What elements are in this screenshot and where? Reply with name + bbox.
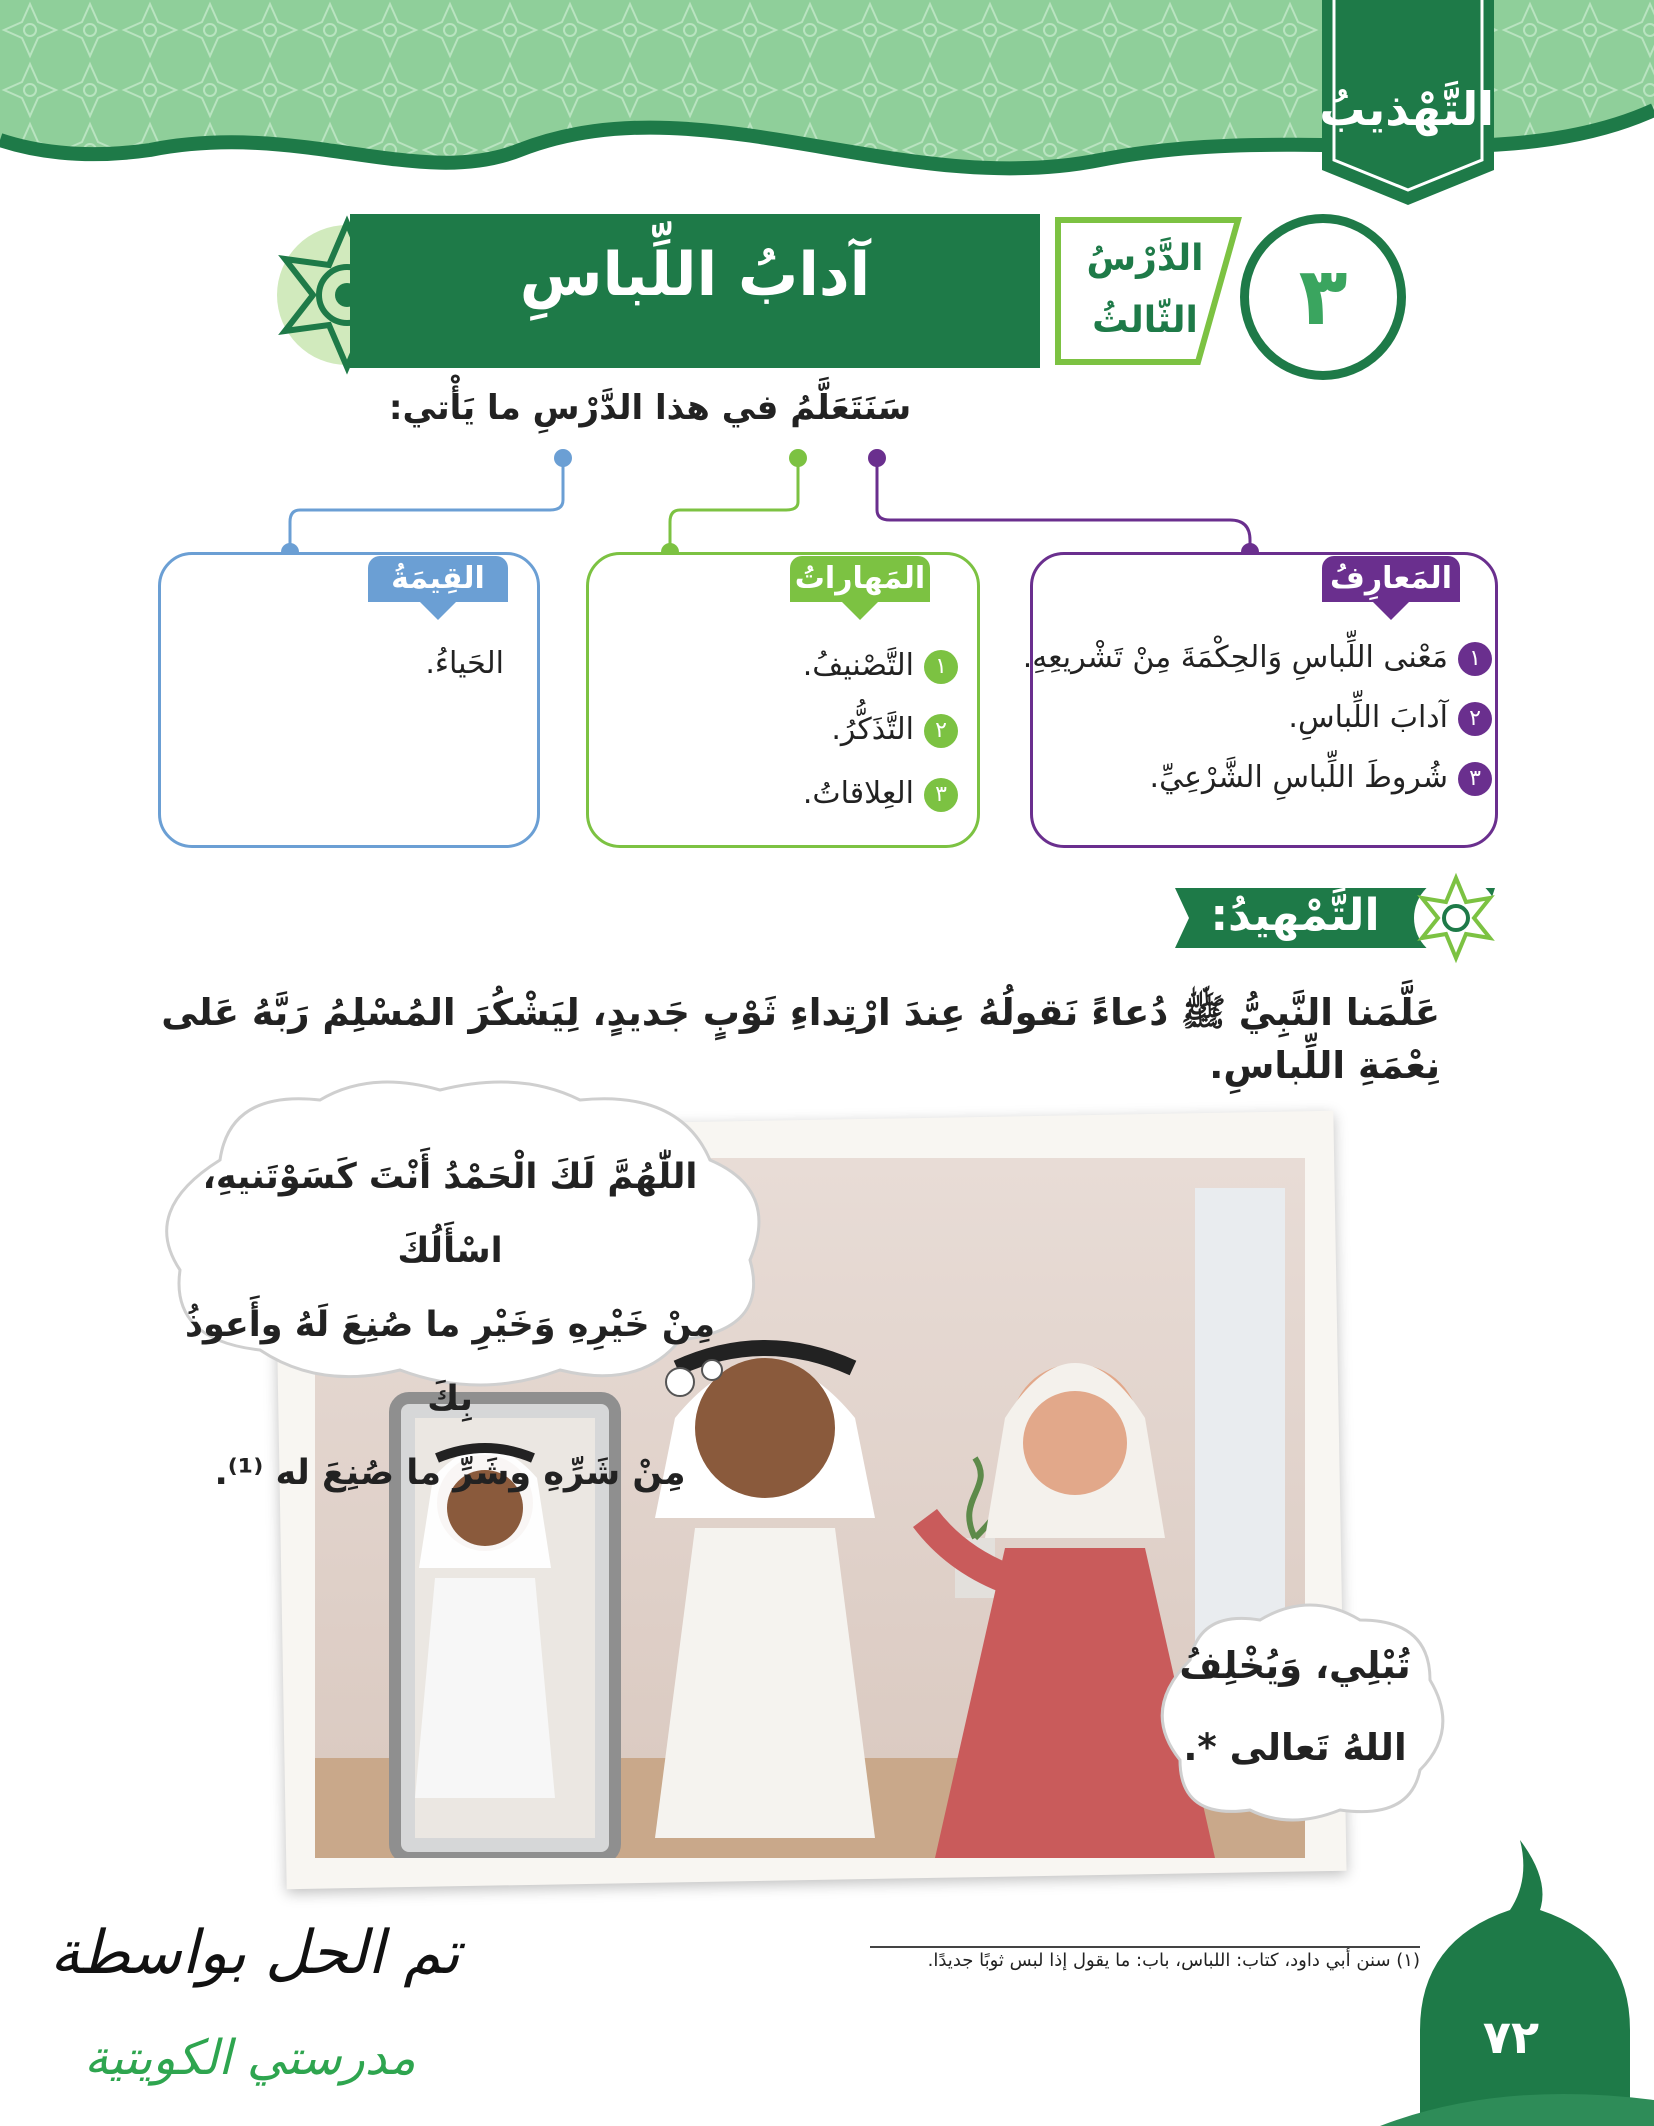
solution-stamp-line-2: مدرستي الكويتية [84,2030,416,2086]
lesson-title: آدابُ اللِّباسِ [519,240,871,310]
cloud-line: تُبْلِي، وَيُخْلِفُ [1179,1644,1411,1687]
cloud-line: اللهُ تَعالى *. [1183,1726,1407,1769]
item-number: ٣ [924,778,958,812]
tamheed-text: عَلَّمَنا النَّبِيُّ ﷺ دُعاءً نَقولُهُ عِندَ ارْتِداءِ ثَوْبٍ جَديدٍ، لِيَشْكُرَ المُسْلِمُ رَبَّهُ عَلى نِعْمَةِ اللِّباسِ. [161,991,1440,1087]
lesson-word-second: الثّالثُ [1092,300,1198,341]
item-text: التَّصْنيفُ. [802,648,914,683]
intro-heading: سَنَتَعَلَّمُ في هذا الدَّرْسِ ما يَأْتي: [388,388,912,428]
lesson-number: ٣ [1298,250,1348,343]
knowledge-item [1150,760,1492,796]
cloud-line: مِنْ خَيْرِهِ وَخَيْرِ ما صُنِعَ لَهُ وأَعوذُ بِكَ [184,1305,716,1419]
dome-corner-ornament [1380,1820,1654,2126]
connector-lines [250,440,1290,570]
skills-tab: المَهاراتُ [790,556,930,602]
knowledge-item [1023,640,1492,676]
skills-item [803,648,958,684]
item-number: ٢ [924,714,958,748]
lesson-number-badge [1240,214,1406,380]
tamheed-rosette-icon [1406,868,1506,968]
item-number: ١ [924,650,958,684]
item-number: ٣ [1458,762,1492,796]
item-text: التَّذَكُّرُ. [831,712,914,747]
footnote-divider [870,1946,1420,1948]
cloud-line: اللّٰهُمَّ لَكَ الْحَمْدُ أَنْتَ كَسَوْتَنيهِ، اسْأَلُكَ [202,1157,698,1271]
knowledge-tab: المَعارِفُ [1322,556,1460,602]
value-item: الحَياءُ. [425,646,504,681]
cloud-line: مِنْ شَرِّهِ وشَرِّ ما صُنِعَ له ⁽¹⁾. [214,1453,686,1493]
skills-item [831,712,958,748]
cloud-text-boy [170,1140,730,1510]
tamheed-label: التَّمْهيدُ: [1210,890,1380,941]
item-text: العِلاقاتُ. [802,776,914,811]
footnote: (١) سنن أبي داود، كتاب: اللباس، باب: ما يقول إذا لبس ثوبًا جديدًا. [927,1950,1420,1971]
item-number: ٢ [1458,702,1492,736]
item-text: مَعْنى اللِّباسِ وَالحِكْمَةَ مِنْ تَشْريعِهِ. [1022,640,1448,675]
cloud-text-girl [1160,1625,1430,1789]
knowledge-item [1288,700,1492,736]
value-tab: القِيمَةُ [368,556,508,602]
subject-label: التَّهْذيبُ [1319,82,1494,136]
item-text: شُروطَ اللِّباسِ الشَّرْعِيِّ. [1149,760,1448,795]
item-text: آدابَ اللِّباسِ. [1288,700,1448,735]
skills-item [803,776,958,812]
lesson-word-first: الدَّرْسُ [1086,238,1204,279]
item-number: ١ [1458,642,1492,676]
solution-stamp-line-1: تم الحل بواسطة [50,1918,460,1988]
page-number: ٧٢ [1482,2010,1540,2064]
